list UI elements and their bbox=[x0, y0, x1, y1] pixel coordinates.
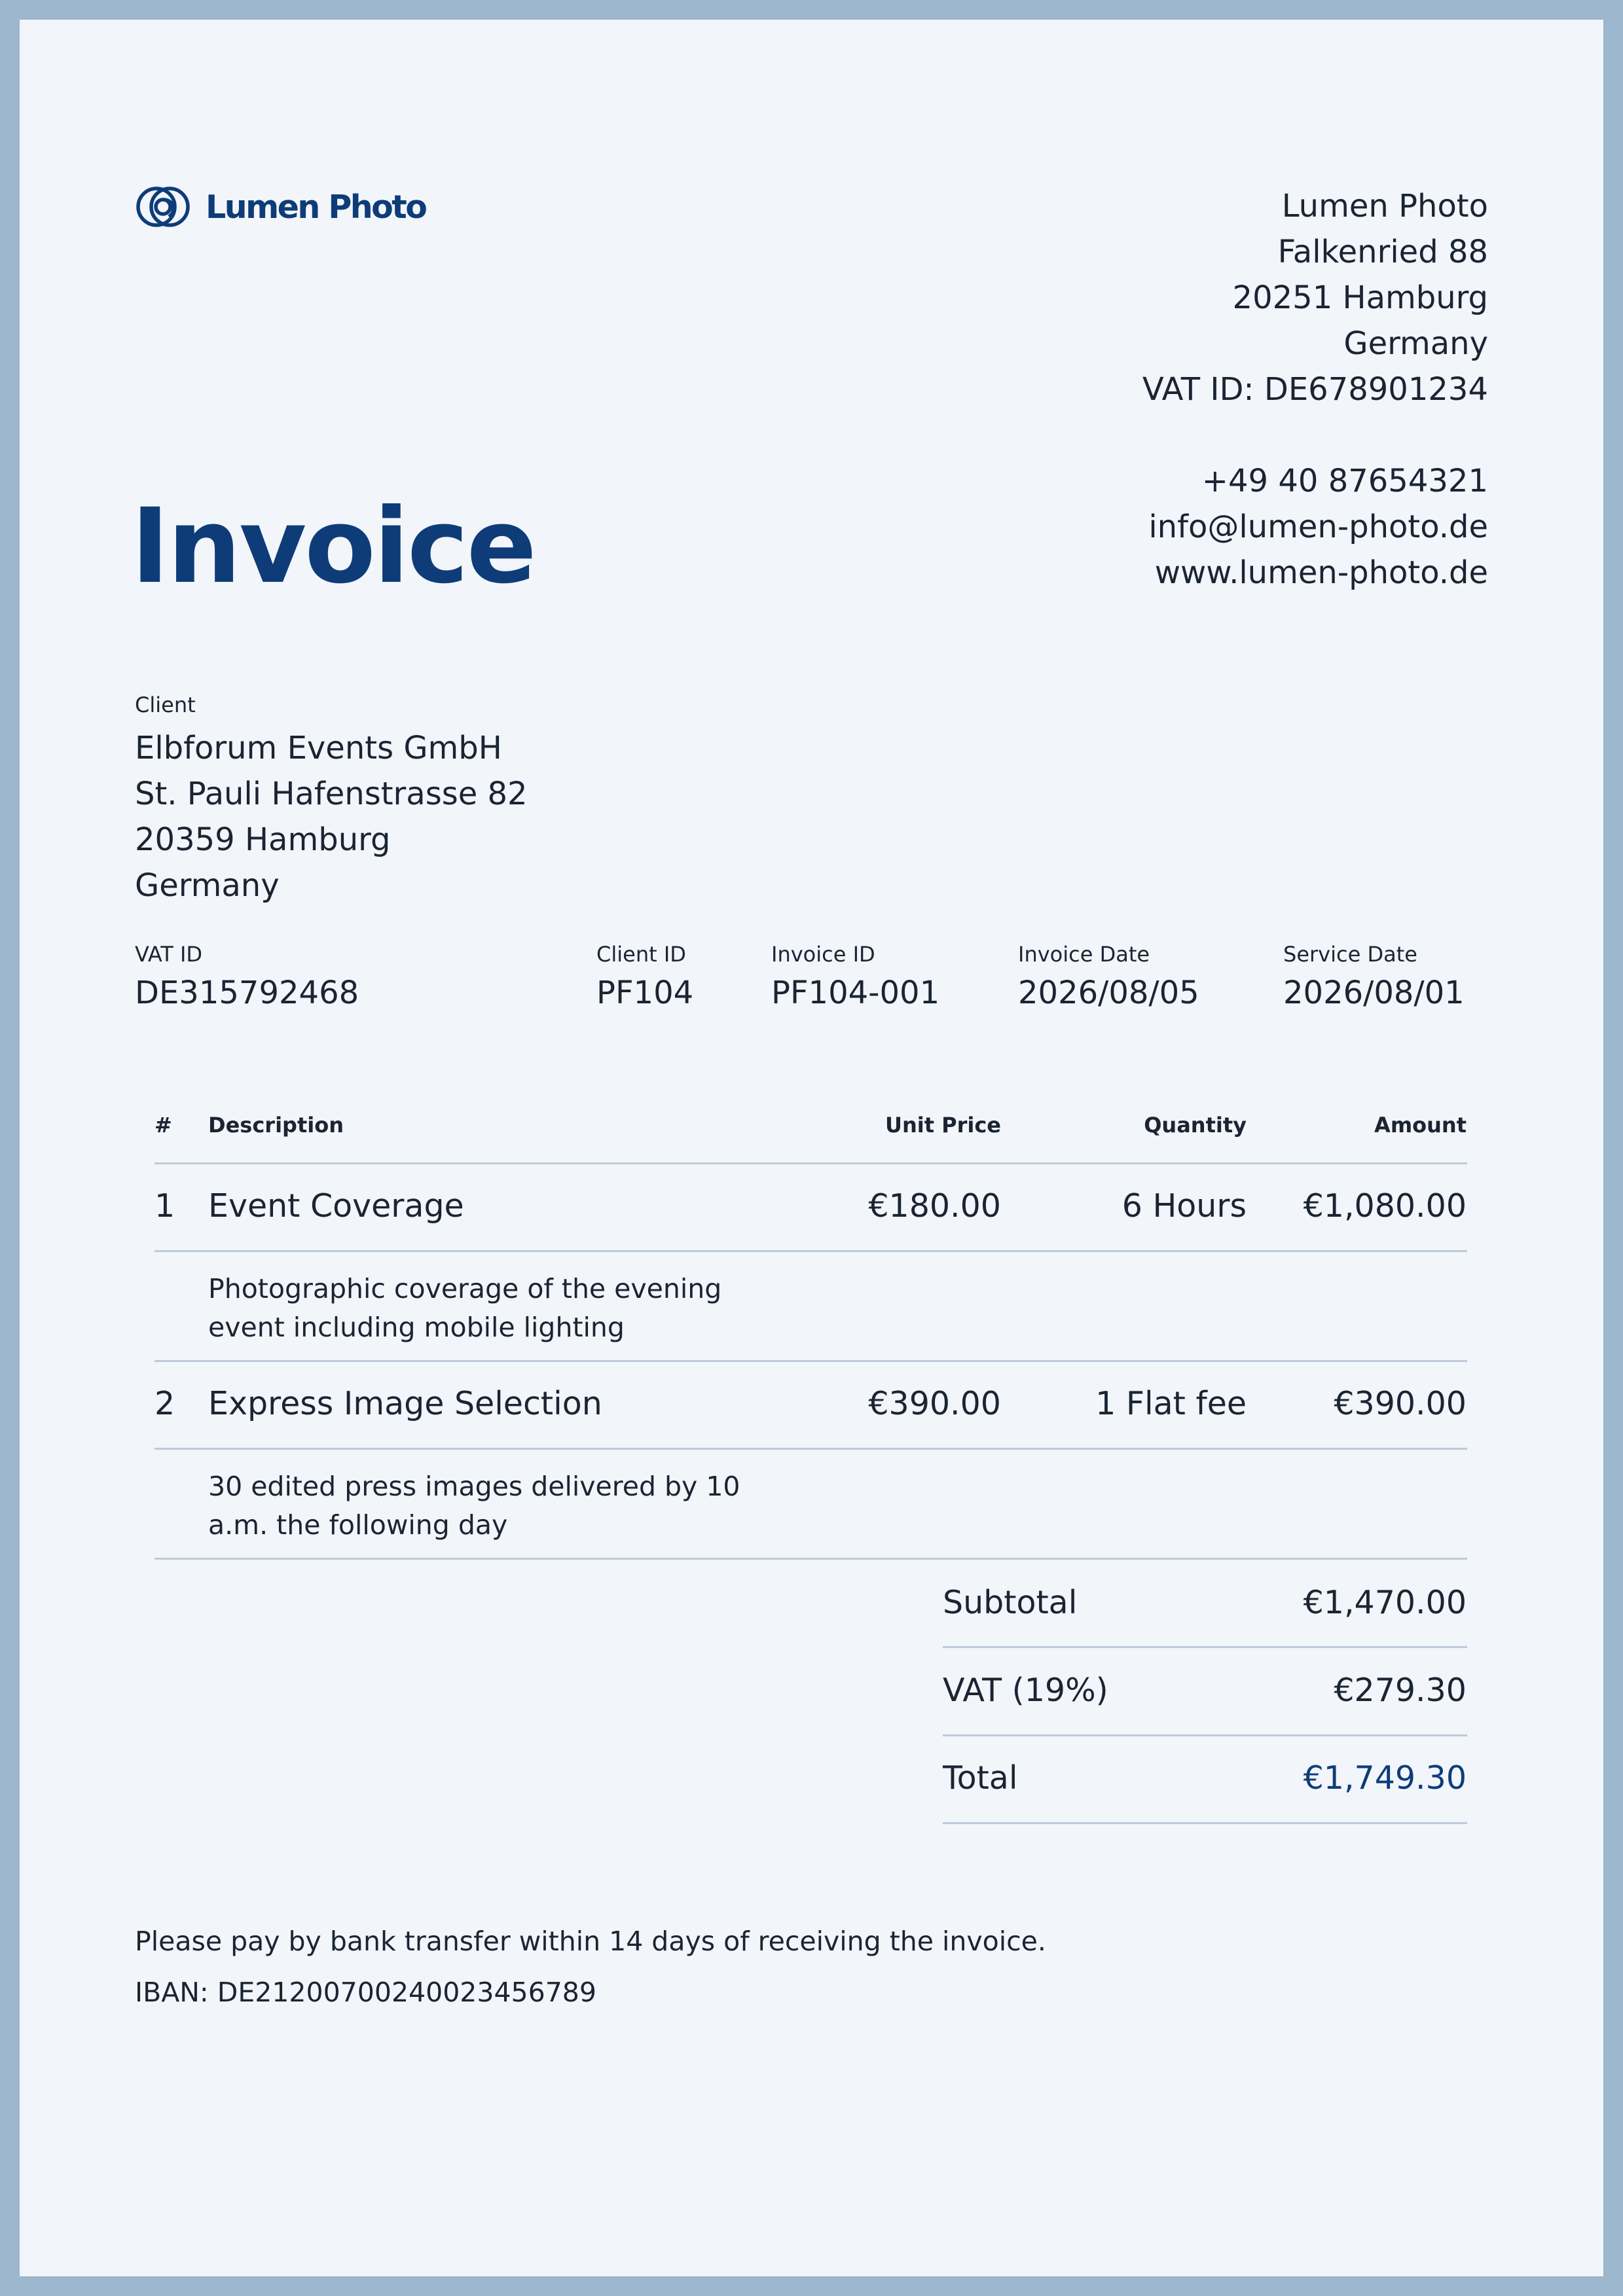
meta-client-id-value: PF104 bbox=[596, 975, 694, 1011]
row-1-num: 1 bbox=[155, 1187, 175, 1225]
subtotal-label: Subtotal bbox=[943, 1584, 1078, 1621]
table-header-num: # bbox=[155, 1113, 172, 1138]
total-label: Total bbox=[943, 1759, 1018, 1797]
total-divider bbox=[943, 1822, 1467, 1824]
meta-service-date bbox=[1283, 940, 1465, 1016]
vat-value: €279.30 bbox=[1334, 1672, 1467, 1709]
sender-vat: VAT ID: DE678901234 bbox=[1142, 371, 1488, 408]
client-name: Elbforum Events GmbH bbox=[135, 730, 502, 766]
sender-name: Lumen Photo bbox=[1281, 188, 1488, 224]
vat-divider bbox=[943, 1734, 1467, 1736]
meta-invoice-id-value: PF104-001 bbox=[771, 975, 940, 1011]
sender-phone: +49 40 87654321 bbox=[1201, 463, 1488, 499]
row-1-title: Event Coverage bbox=[208, 1187, 464, 1225]
meta-invoice-id bbox=[771, 940, 939, 1016]
sender-web: www.lumen-photo.de bbox=[1154, 554, 1488, 591]
row-2-divider bbox=[155, 1448, 1467, 1450]
meta-client-id bbox=[596, 940, 693, 1016]
table-header-unit-price: Unit Price bbox=[884, 1113, 1001, 1138]
camera-aperture-logo-icon bbox=[135, 185, 191, 228]
meta-vat-value: DE315792468 bbox=[135, 975, 359, 1011]
table-header-description: Description bbox=[208, 1113, 344, 1138]
sender-city: 20251 Hamburg bbox=[1232, 279, 1488, 316]
meta-invoice-date bbox=[1018, 940, 1199, 1016]
client-label: Client bbox=[135, 692, 196, 717]
client-country: Germany bbox=[135, 867, 280, 904]
row-1-unit-price: €180.00 bbox=[868, 1187, 1001, 1225]
row-2-description bbox=[208, 1467, 740, 1545]
row-1-quantity: 6 Hours bbox=[1122, 1187, 1247, 1225]
payment-note: Please pay by bank transfer within 14 days of receiving the invoice. bbox=[135, 1926, 1046, 1957]
page-title: Invoice bbox=[131, 486, 535, 607]
meta-service-date-value: 2026/08/01 bbox=[1283, 975, 1465, 1011]
row-2-unit-price: €390.00 bbox=[868, 1385, 1001, 1422]
meta-client-id-label: Client ID bbox=[596, 942, 686, 967]
meta-invoice-id-label: Invoice ID bbox=[771, 942, 875, 967]
row-2-title: Express Image Selection bbox=[208, 1385, 602, 1422]
sender-spacer bbox=[1142, 412, 1488, 458]
brand-logo bbox=[135, 181, 426, 233]
table-header-amount: Amount bbox=[1374, 1113, 1467, 1138]
sender-address bbox=[1142, 183, 1488, 596]
sender-country: Germany bbox=[1343, 325, 1488, 362]
sender-email: info@lumen-photo.de bbox=[1148, 509, 1488, 545]
row-2-amount: €390.00 bbox=[1334, 1385, 1467, 1422]
row-1-description-line-2: event including mobile lighting bbox=[208, 1312, 625, 1343]
row-2-num: 2 bbox=[155, 1385, 175, 1422]
row-2-quantity: 1 Flat fee bbox=[1095, 1385, 1247, 1422]
vat-label: VAT (19%) bbox=[943, 1672, 1108, 1709]
row-2-description-line-2: a.m. the following day bbox=[208, 1509, 508, 1541]
row-1-description bbox=[208, 1270, 721, 1347]
brand-name: Lumen Photo bbox=[206, 188, 426, 226]
meta-invoice-date-label: Invoice Date bbox=[1018, 942, 1150, 967]
client-address bbox=[135, 725, 528, 908]
meta-vat-label: VAT ID bbox=[135, 942, 203, 967]
table-header-quantity: Quantity bbox=[1144, 1113, 1247, 1138]
row-2-bottom-divider bbox=[155, 1558, 1467, 1560]
row-1-amount: €1,080.00 bbox=[1303, 1187, 1467, 1225]
subtotal-value: €1,470.00 bbox=[1303, 1584, 1467, 1621]
total-value: €1,749.30 bbox=[1303, 1759, 1467, 1797]
sender-street: Falkenried 88 bbox=[1277, 234, 1488, 270]
client-city: 20359 Hamburg bbox=[135, 821, 391, 858]
subtotal-divider bbox=[943, 1646, 1467, 1648]
payment-iban: IBAN: DE21200700240023456789 bbox=[135, 1977, 596, 2008]
meta-vat bbox=[135, 940, 359, 1016]
client-street: St. Pauli Hafenstrasse 82 bbox=[135, 776, 528, 812]
meta-service-date-label: Service Date bbox=[1283, 942, 1417, 967]
row-1-bottom-divider bbox=[155, 1360, 1467, 1362]
table-header-divider bbox=[155, 1162, 1467, 1164]
row-1-divider bbox=[155, 1250, 1467, 1252]
row-2-description-line-1: 30 edited press images delivered by 10 bbox=[208, 1471, 740, 1502]
row-1-description-line-1: Photographic coverage of the evening bbox=[208, 1273, 722, 1304]
meta-invoice-date-value: 2026/08/05 bbox=[1018, 975, 1199, 1011]
